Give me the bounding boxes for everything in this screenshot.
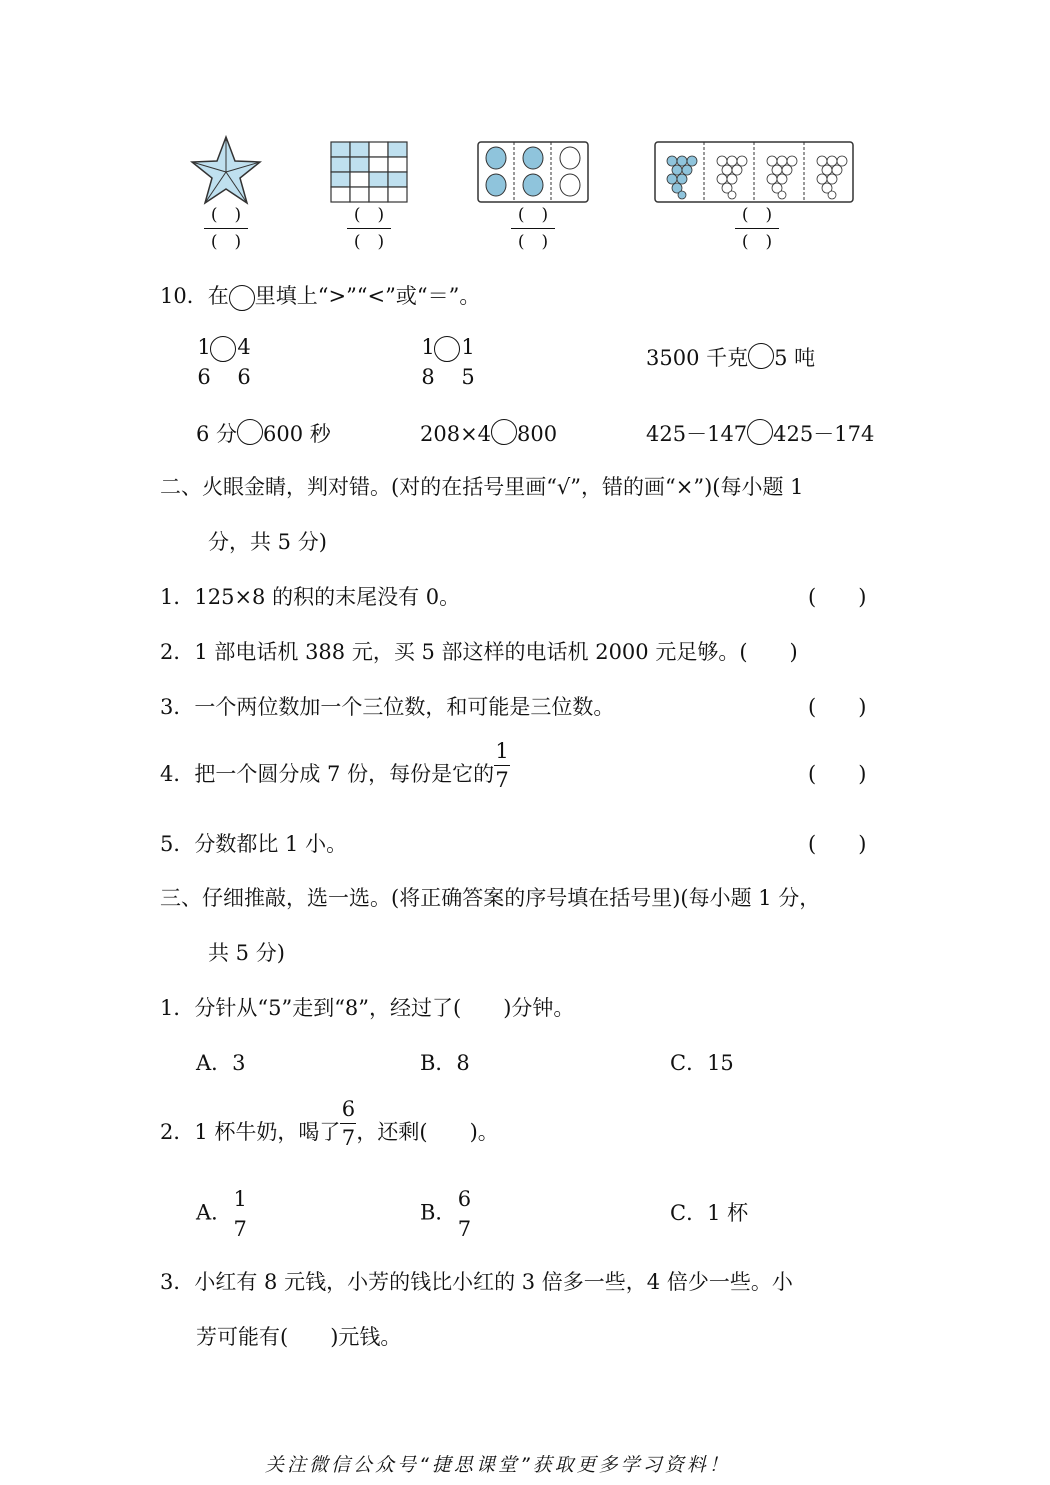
section2-heading: 二、火眼金睛，判对错。(对的在括号里画“√”，错的画“×”)(每小题 1 [160, 475, 804, 499]
answer-fraction-1[interactable] [196, 204, 256, 253]
answer-fraction-2[interactable] [339, 204, 399, 253]
judge-item-5: 5．分数都比 1 小。 [160, 832, 348, 856]
compare-circle[interactable] [748, 343, 774, 369]
judge-item-3: 3．一个两位数加一个三位数，和可能是三位数。 [160, 695, 615, 719]
judge-item-1: 1．125×8 的积的末尾没有 0。 [160, 585, 461, 609]
judge-item-2: 2．1 部电话机 388 元，买 5 部这样的电话机 2000 元足够。( ) [160, 640, 798, 664]
judge-blank-4[interactable]: ( ) [808, 762, 867, 786]
choice-q2-option-c[interactable]: C．1 杯 [670, 1201, 749, 1225]
compare-circle[interactable] [491, 419, 517, 445]
judge-blank-1[interactable]: ( ) [808, 585, 867, 609]
q10-title: 10．在 里填上“>”“<”或“＝”。 [160, 282, 480, 311]
judge-item-4: 4．把一个圆分成 7 份，每份是它的 $\frac{1}{7}$ [160, 739, 509, 792]
denominator-blank: ( ) [353, 232, 385, 252]
section3-heading: 三、仔细推敲，选一选。(将正确答案的序号填在括号里)(每小题 1 分， [160, 886, 821, 910]
numerator-blank: ( ) [210, 205, 242, 225]
choice-q3-stem: 3．小红有 8 元钱，小芳的钱比小红的 3 倍多一些，4 倍少一些。小 [160, 1270, 793, 1294]
grape-figure [654, 141, 854, 203]
choice-q3-stem-cont: 芳可能有( )元钱。 [196, 1325, 402, 1349]
denominator-blank: ( ) [517, 232, 549, 252]
choice-q2-option-b[interactable]: B． 6 7 [420, 1187, 472, 1241]
answer-fraction-4[interactable] [727, 204, 787, 253]
choice-q1-option-b[interactable]: B．8 [420, 1051, 470, 1075]
choice-q2-stem: 2．1 杯牛奶，喝了 $\frac{6}{7}$ ，还剩( )。 [160, 1097, 499, 1150]
numerator-blank: ( ) [517, 205, 549, 225]
denominator-blank: ( ) [741, 232, 773, 252]
compare-circle[interactable] [210, 336, 236, 362]
answer-fraction-3[interactable] [503, 204, 563, 253]
compare-item-6: 425－147 425－174 [646, 420, 874, 448]
compare-item-5: 208×4 800 [420, 420, 557, 448]
section3-heading-cont: 共 5 分) [208, 941, 285, 965]
compare-item-3: 3500 千克 5 吨 [646, 344, 815, 372]
choice-q1-option-c[interactable]: C．15 [670, 1051, 734, 1075]
choice-q2-option-a[interactable]: A． 1 7 [196, 1187, 247, 1241]
compare-circle-icon [229, 285, 255, 311]
section2-heading-cont: 分，共 5 分) [208, 530, 327, 554]
numerator-blank: ( ) [741, 205, 773, 225]
compare-circle[interactable] [237, 419, 263, 445]
judge-blank-5[interactable]: ( ) [808, 832, 867, 856]
choice-q1-stem: 1．分针从“5”走到“8”，经过了( )分钟。 [160, 996, 575, 1020]
denominator-blank: ( ) [210, 232, 242, 252]
footer-note: 关注微信公众号“捷思课堂”获取更多学习资料！ [265, 1454, 731, 1476]
grid-figure [330, 141, 408, 203]
choice-q1-option-a[interactable]: A．3 [196, 1051, 246, 1075]
star-figure [190, 134, 262, 206]
compare-item-2: 1 8 1 5 [421, 335, 475, 389]
judge-blank-3[interactable]: ( ) [808, 695, 867, 719]
numerator-blank: ( ) [353, 205, 385, 225]
compare-circle[interactable] [434, 336, 460, 362]
compare-item-4: 6 分 600 秒 [196, 420, 331, 448]
compare-item-1: 1 6 4 6 [197, 335, 251, 389]
strawberry-figure [477, 141, 589, 203]
compare-circle[interactable] [747, 419, 773, 445]
